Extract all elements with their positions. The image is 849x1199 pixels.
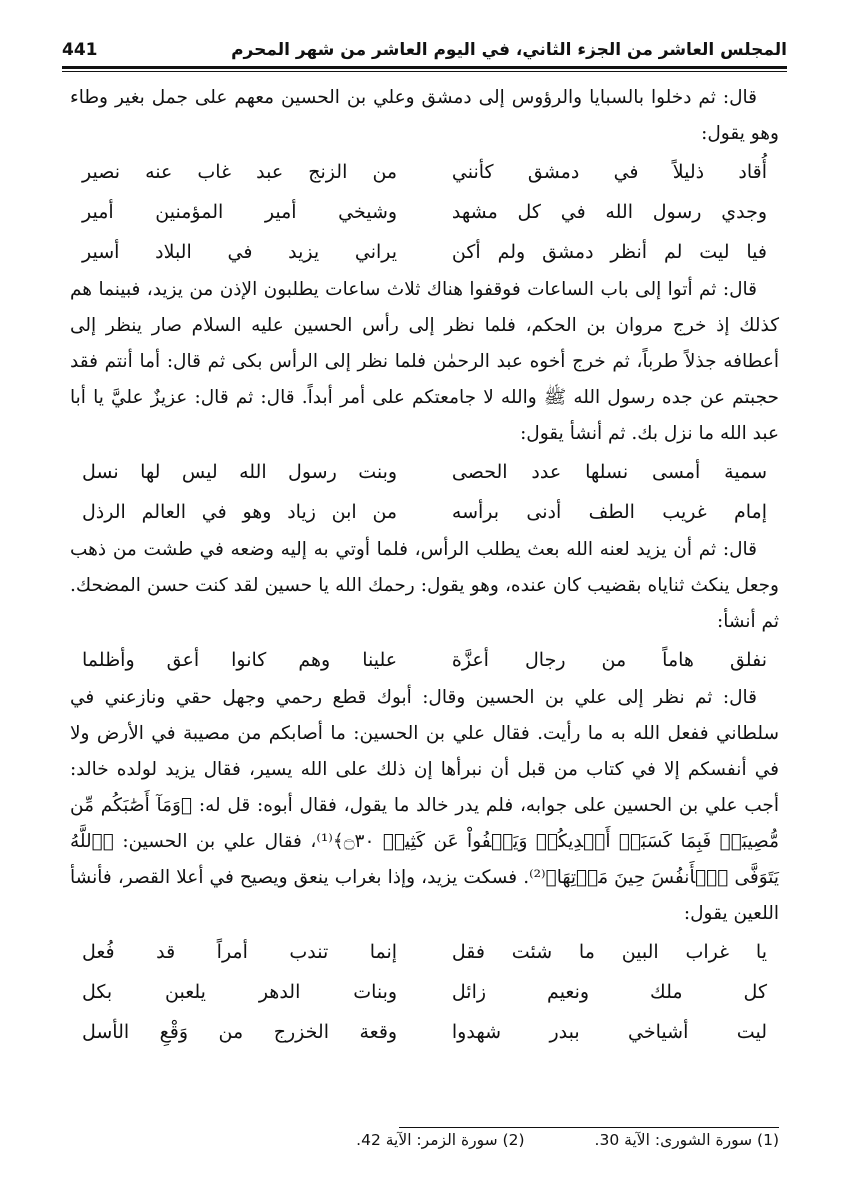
- page-number: 441: [62, 40, 98, 60]
- second-hemistich: يراني يزيد في البلاد أسير: [82, 241, 398, 263]
- verse-line: [82, 192, 767, 232]
- paragraph: قال: ثم دخلوا بالسبايا والرؤوس إلى دمشق وعلي بن الحسين معهم على جمل بغير وطاء وهو يقول:: [70, 87, 779, 144]
- first-hemistich: إمام غريب الطف أدنى برأسه: [451, 501, 767, 523]
- footnote-2: (2) سورة الزمر: الآية 42.: [356, 1131, 525, 1149]
- verse-line: [82, 932, 767, 972]
- second-hemistich: وبنات الدهر يلعبن بكل: [82, 981, 398, 1003]
- running-title: المجلس العاشر من الجزء الثاني، في اليوم العاشر من شهر المحرم: [231, 40, 787, 60]
- poem: [70, 640, 779, 680]
- second-hemistich: من الزنج عبد غاب عنه نصير: [82, 161, 398, 183]
- poem: [70, 932, 779, 1052]
- second-hemistich: إنما تندب أمراً قد فُعل: [82, 941, 398, 963]
- first-hemistich: وجدي رسول الله في كل مشهد: [451, 201, 767, 223]
- main-text: [70, 80, 779, 1052]
- first-hemistich: نفلق هاماً من رجال أعزَّة: [451, 649, 767, 671]
- second-hemistich: وشيخي أمير المؤمنين أمير: [82, 201, 398, 223]
- verse-line: [82, 152, 767, 192]
- paragraph: قال: ثم أتوا إلى باب الساعات فوقفوا هناك ثلاث ساعات يطلبون الإذن من يزيد، فبينما هم كذلك إذ خرج مروان بن الحكم، فلما نظر إلى رأس الحسين عليه السلام صار ينظر إلى أعطافه جذلاً طرباً، ثم خرج أخوه عبد الرحمٰن فلما نظر إلى الرأس بكى ثم قال: أما أنتم فقد حجبتم عن جده رسول الله ﷺ والله لا جامعتكم على أمر أبداً. قال: ثم قال: عزيزٌ عليَّ يا أبا عبد الله ما نزل بك. ثم أنشأ يقول:: [70, 279, 779, 444]
- second-hemistich: وبنت رسول الله ليس لها نسل: [82, 461, 398, 483]
- verse-line: [82, 972, 767, 1012]
- footnote-separator: [399, 1127, 779, 1128]
- second-hemistich: وقعة الخزرج من وَقْعِ الأسل: [82, 1021, 398, 1043]
- header-rule-thin: [62, 71, 787, 72]
- paragraph: قال: ثم أن يزيد لعنه الله بعث يطلب الرأس، فلما أوتي به إليه وضعه في طشت من ذهب وجعل ينكث ثناياه بقضيب كان عنده، وهو يقول: رحمك الله يا حسين لقد كنت حسن المضحك. ثم أنشأ:: [70, 539, 779, 632]
- poem: [70, 152, 779, 272]
- verse-line: [82, 232, 767, 272]
- poem: [70, 452, 779, 532]
- first-hemistich: كل ملك ونعيم زائل: [451, 981, 767, 1003]
- verse-line: [82, 1012, 767, 1052]
- verse-line: [82, 492, 767, 532]
- second-hemistich: من ابن زياد وهو في العالم الرذل: [82, 501, 398, 523]
- first-hemistich: سمية أمسى نسلها عدد الحصى: [451, 461, 767, 483]
- running-head: [62, 30, 787, 64]
- first-hemistich: أُقاد ذليلاً في دمشق كأنني: [451, 161, 767, 183]
- first-hemistich: ليت أشياخي ببدر شهدوا: [451, 1021, 767, 1043]
- first-hemistich: فيا ليت لم أنظر دمشق ولم أكن: [451, 241, 767, 263]
- verse-line: [82, 452, 767, 492]
- header-rule: [62, 66, 787, 69]
- footnote-1: (1) سورة الشورى: الآية 30.: [594, 1131, 779, 1149]
- second-hemistich: علينا وهم كانوا أعق وأظلما: [82, 649, 398, 671]
- paragraph: قال: ثم نظر إلى علي بن الحسين وقال: أبوك قطع رحمي وجهل حقي ونازعني في سلطاني ففعل الله به ما رأيت. فقال علي بن الحسين: ما أصابكم من مصيبة في الأرض ولا في أنفسكم إلا في كتاب من قبل أن نبرأها إن ذلك على الله يسير، فقال يزيد لولده خالد: أجب علي بن الحسين على جوابه، فلم يدر خالد ما يقول، فقال أبوه: قل له: ﴿وَمَآ أَصَٰبَكُم مِّن مُّصِيبَةٖ فَبِمَا كَسَبَتۡ أَيۡدِيكُمۡ وَيَعۡفُواْ عَن كَثِيرٖ ۝٣٠﴾⁽¹⁾، فقال علي بن الحسين: ﴿ٱللَّهُ يَتَوَفَّى ٱلۡأَنفُسَ حِينَ مَوۡتِهَا﴾⁽²⁾. فسكت يزيد، وإذا بغراب ينعق ويصيح في أعلا القصر، فأنشأ اللعين يقول:: [70, 687, 780, 924]
- footnotes: [70, 1131, 779, 1149]
- first-hemistich: يا غراب البين ما شئت فقل: [451, 941, 767, 963]
- verse-line: [82, 640, 767, 680]
